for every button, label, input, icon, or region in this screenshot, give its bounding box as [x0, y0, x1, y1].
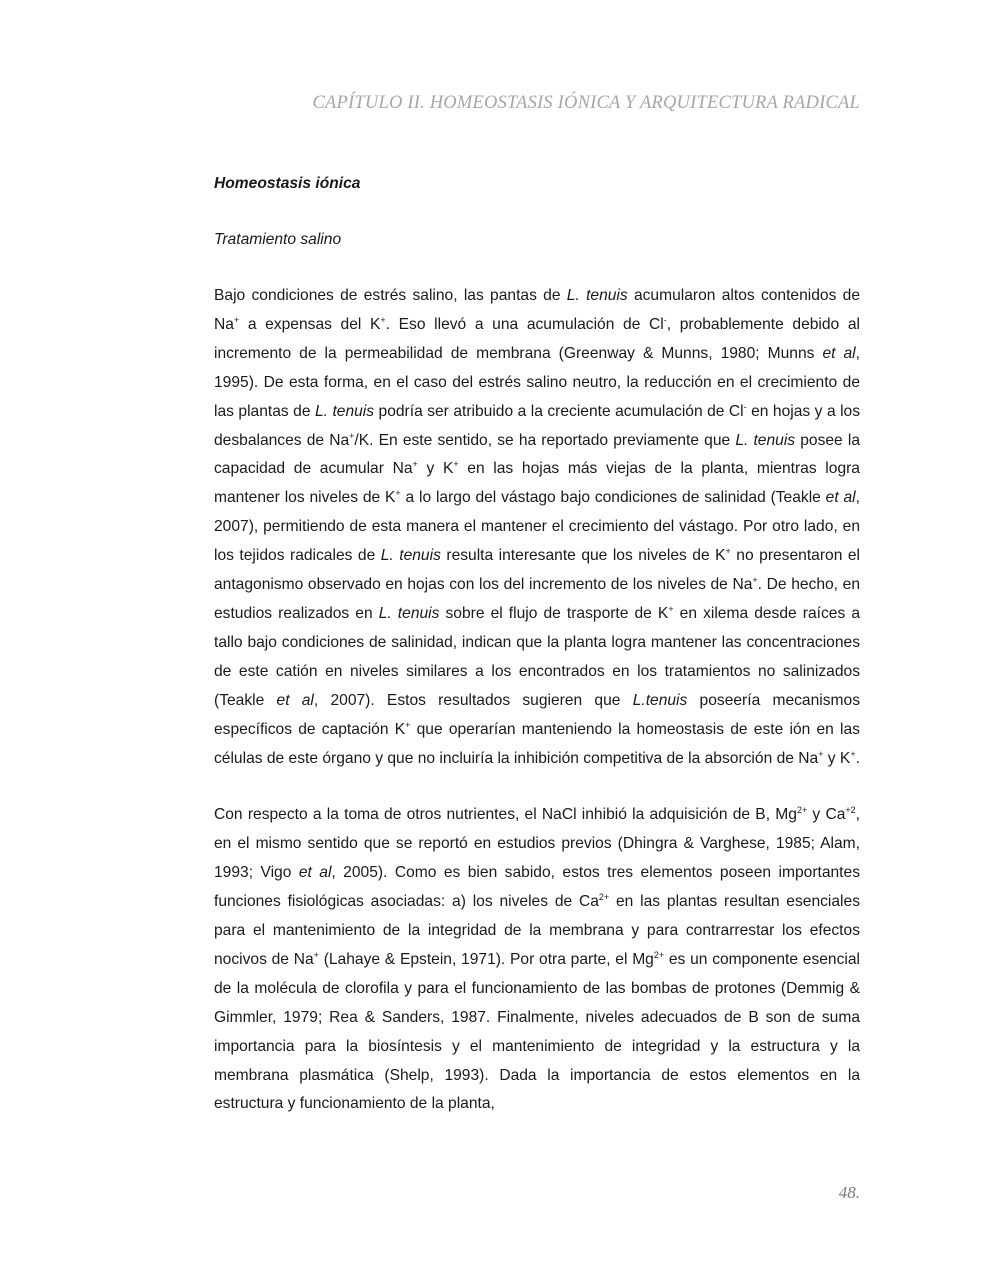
paragraph-2 [214, 801, 860, 1119]
text-run: a expensas del K [239, 315, 381, 333]
text-run: y Ca [807, 806, 846, 824]
text-run: sobre el flujo de trasporte de K [439, 604, 669, 622]
text-run: , en el mismo sentido que se reportó en estudios previos (Dhingra & Varghese, 1985; Alam, 1993; Vigo [214, 806, 861, 882]
italic-text: et al [825, 489, 856, 507]
superscript: - [743, 401, 747, 412]
italic-text: L. tenuis [380, 547, 441, 565]
text-run: , 2005). Como es bien sabido, estos tres elementos poseen importantes funciones fisiológicas asociadas: a) los niveles de Ca [214, 864, 860, 911]
text-run: resulta interesante que los niveles de K [440, 547, 726, 565]
superscript: 2+ [598, 892, 610, 903]
text-run: , 2007). Estos resultados sugieren que [313, 691, 633, 709]
superscript: + [850, 748, 856, 759]
text-run: , 1995). De esta forma, en el caso del estrés salino neutro, la reducción en el crecimiento de las plantas de [214, 344, 860, 420]
text-run: podría ser atribuido a la creciente acumulación de Cl [374, 402, 744, 420]
text-run: en las hojas más viejas de la planta, mientras logra mantener los niveles de K [214, 460, 860, 507]
text-run: /K. En este sentido, se ha reportado previamente que [354, 431, 736, 449]
superscript: + [818, 748, 824, 759]
superscript: + [412, 459, 418, 470]
text-run: . [855, 749, 860, 767]
superscript: + [233, 314, 240, 325]
superscript: + [313, 949, 319, 960]
superscript: +2 [845, 805, 856, 816]
text-run: , probablemente debido al incremento de la permeabilidad de membrana (Greenway & Munns, 1980; Munns [214, 315, 860, 362]
superscript: + [725, 546, 731, 557]
italic-text: L. tenuis [378, 604, 440, 622]
text-run: en xilema desde raíces a tallo bajo condiciones de salinidad, indican que la planta logra mantener las concentraciones de este catión en niveles similares a los encontrados en los tratamientos no salinizados (Teakle [214, 604, 860, 709]
italic-text: L. tenuis [314, 402, 375, 420]
italic-text: L. tenuis [735, 431, 796, 449]
text-run: posee la capacidad de acumular Na [214, 431, 861, 478]
superscript: + [405, 719, 411, 730]
text-run: . De hecho, en estudios realizados en [214, 576, 860, 622]
superscript: - [663, 314, 667, 325]
paragraph-1 [214, 282, 860, 773]
italic-text: L.tenuis [632, 691, 688, 709]
page-number: 48. [838, 1183, 860, 1202]
superscript: + [395, 488, 401, 499]
superscript: + [380, 314, 386, 325]
text-run: en las plantas resultan esenciales para el mantenimiento de la integridad de la membrana y para contrarrestar los efectos nocivos de Na [214, 893, 860, 968]
italic-text: et al [276, 691, 314, 709]
text-run: . Eso llevó a una acumulación de Cl [385, 315, 664, 333]
text-run: , 2007), permitiendo de esta manera el mantener el crecimiento del vástago. Por otro lado, en los tejidos radicales de [214, 489, 860, 565]
text-run: no presentaron el antagonismo observado en hojas con los del incremento de los niveles de Na [214, 547, 861, 594]
page-content [214, 170, 860, 1119]
italic-text: et al [822, 344, 856, 362]
italic-text: L. tenuis [566, 287, 628, 304]
superscript: 2+ [653, 949, 665, 960]
superscript: + [668, 603, 674, 614]
text-run: Con respecto a la toma de otros nutrientes, el NaCl inhibió la adquisición de B, Mg [214, 806, 797, 824]
text-run: a lo largo del vástago bajo condiciones de salinidad (Teakle [400, 489, 826, 507]
superscript: + [453, 459, 459, 470]
text-run: Bajo condiciones de estrés salino, las pantas de [214, 287, 567, 304]
superscript: + [349, 430, 355, 441]
text-run: es un componente esencial de la molécula de clorofila y para el funcionamiento de las bombas de protones (Demmig & Gimmler, 1979; Rea & Sanders, 1987. Finalmente, niveles adecuados de B son de suma importancia para la biosíntesis y el mantenimiento de integridad y la estructura y la membrana plasmática (Shelp, 1993). Dada la importancia de estos elementos en la estructura y funcionamiento de la planta, [214, 950, 860, 1113]
text-run: y K [417, 460, 454, 478]
section-title: Homeostasis iónica [214, 175, 361, 192]
running-header: CAPÍTULO II. HOMEOSTASIS IÓNICA Y ARQUITECTURA RADICAL [312, 93, 860, 113]
text-run: y K [823, 749, 851, 767]
italic-text: et al [298, 864, 332, 882]
superscript: + [752, 575, 758, 586]
superscript: 2+ [796, 805, 808, 816]
text-run: poseería mecanismos específicos de captación K [214, 691, 861, 738]
text-run: acumularon altos contenidos de Na [214, 287, 860, 333]
text-run: que operarían manteniendo la homeostasis de este ión en las células de este órgano y que no incluiría la inhibición competitiva de la absorción de Na [214, 720, 860, 767]
text-run: en hojas y a los desbalances de Na [214, 402, 861, 449]
subsection-title: Tratamiento salino [214, 231, 342, 248]
text-run: (Lahaye & Epstein, 1971). Por otra parte, el Mg [318, 950, 654, 968]
